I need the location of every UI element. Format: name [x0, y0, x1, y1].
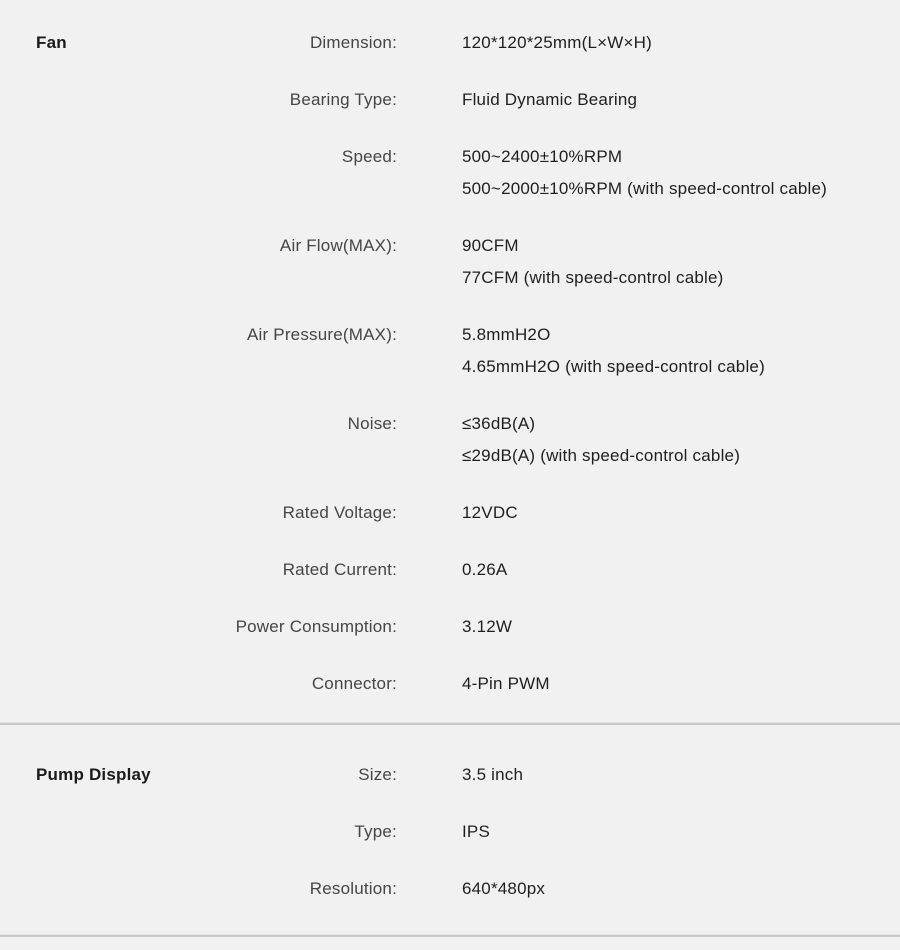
spec-label: Air Flow(MAX): — [279, 236, 397, 255]
spec-label: Dimension: — [309, 33, 397, 52]
spec-values — [397, 319, 765, 383]
spec-value: 4.65mmH2O (with speed-control cable) — [462, 357, 765, 376]
spec-value: 0.26A — [462, 560, 508, 579]
spec-row — [0, 611, 900, 643]
section-pump-display — [0, 725, 900, 934]
spec-row — [0, 554, 900, 586]
spec-value: ≤36dB(A) — [462, 414, 536, 433]
spec-row — [0, 230, 900, 294]
spec-row — [0, 27, 900, 59]
spec-label: Rated Voltage: — [282, 503, 397, 522]
spec-label: Size: — [358, 765, 397, 784]
spec-value: 3.12W — [462, 617, 513, 636]
spec-value: 120*120*25mm(L×W×H) — [462, 33, 652, 52]
spec-row — [0, 497, 900, 529]
spec-row — [0, 668, 900, 700]
spec-values — [397, 84, 637, 116]
spec-values — [397, 611, 512, 643]
spec-value: 5.8mmH2O — [462, 325, 551, 344]
spec-values — [397, 230, 724, 294]
spec-value: 500~2400±10%RPM — [462, 147, 623, 166]
spec-value: 12VDC — [462, 503, 518, 522]
spec-value: 90CFM — [462, 236, 519, 255]
spec-label: Bearing Type: — [289, 90, 397, 109]
spec-values — [397, 668, 550, 700]
spec-value: ≤29dB(A) (with speed-control cable) — [462, 446, 741, 465]
spec-values — [397, 873, 545, 905]
spec-values — [397, 27, 652, 59]
spec-value: 500~2000±10%RPM (with speed-control cable) — [462, 179, 828, 198]
spec-label: Resolution: — [309, 879, 397, 898]
spec-label: Type: — [354, 822, 397, 841]
next-section-edge — [0, 937, 900, 950]
spec-value: 77CFM (with speed-control cable) — [462, 268, 724, 287]
spec-value: 640*480px — [462, 879, 546, 898]
spec-label: Rated Current: — [282, 560, 397, 579]
spec-value: 4-Pin PWM — [462, 674, 550, 693]
spec-row — [0, 408, 900, 472]
spec-values — [397, 554, 507, 586]
spec-label: Noise: — [347, 414, 397, 433]
spec-row — [0, 84, 900, 116]
spec-value: IPS — [462, 822, 491, 841]
spec-values — [397, 497, 518, 529]
spec-label: Connector: — [311, 674, 397, 693]
spec-values — [397, 816, 490, 848]
spec-label: Speed: — [341, 147, 397, 166]
spec-label: Power Consumption: — [235, 617, 397, 636]
spec-label: Air Pressure(MAX): — [246, 325, 397, 344]
spec-row — [0, 873, 900, 905]
spec-row — [0, 141, 900, 205]
spec-values — [397, 408, 740, 472]
spec-value: Fluid Dynamic Bearing — [462, 90, 638, 109]
spec-row — [0, 816, 900, 848]
section-title-pump-display: Pump Display — [36, 765, 151, 784]
section-title-fan: Fan — [36, 33, 67, 52]
spec-row — [0, 319, 900, 383]
spec-values — [397, 759, 523, 791]
spec-value: 3.5 inch — [462, 765, 524, 784]
spec-values — [397, 141, 827, 205]
fan-spec-rows — [0, 27, 900, 700]
